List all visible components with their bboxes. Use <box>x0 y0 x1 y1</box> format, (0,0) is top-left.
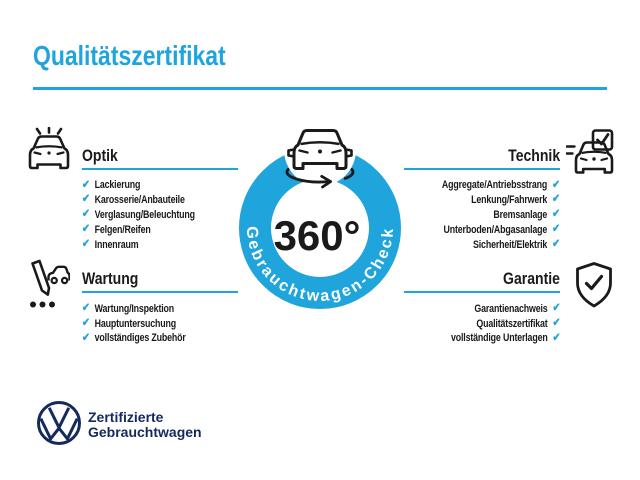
check-icon: ✔ <box>82 302 90 315</box>
list-item-label: Wartung/Inspektion <box>94 302 175 315</box>
list-item-label: Verglasung/Beleuchtung <box>94 208 195 221</box>
page-title: Qualitätszertifikat <box>33 40 226 71</box>
list-item <box>442 237 560 252</box>
car-checkbox-icon <box>566 129 614 177</box>
check-icon: ✔ <box>82 178 90 191</box>
check-icon: ✔ <box>82 331 90 344</box>
section-title-technik: Technik <box>508 147 560 165</box>
check-icon: ✔ <box>552 208 560 221</box>
check-icon: ✔ <box>552 316 560 329</box>
car-shine-icon <box>26 127 72 173</box>
shield-check-icon <box>574 261 614 309</box>
checklist-technik <box>442 178 560 252</box>
list-item-label: vollständige Unterlagen <box>450 332 548 345</box>
list-item <box>82 222 195 237</box>
list-item <box>82 302 186 317</box>
list-item-label: Unterboden/Abgasanlage <box>443 223 548 236</box>
list-item <box>451 331 560 346</box>
check-icon: ✔ <box>82 223 90 236</box>
ring-curved-label: Gebrauchtwagen-Check <box>242 225 398 306</box>
check-icon: ✔ <box>552 178 560 191</box>
list-item-label: Hauptuntersuchung <box>94 317 176 330</box>
check-icon: ✔ <box>82 193 90 206</box>
list-item-label: Sicherheit/Elektrik <box>473 238 548 251</box>
360-check-ring <box>220 120 420 320</box>
check-icon: ✔ <box>552 193 560 206</box>
section-underline <box>404 291 560 294</box>
check-icon: ✔ <box>552 302 560 315</box>
section-underline <box>82 168 238 171</box>
list-item <box>442 222 560 237</box>
brand-line2: Gebrauchtwagen <box>88 424 202 440</box>
list-item <box>82 193 195 208</box>
list-item <box>442 178 560 193</box>
list-item <box>442 208 560 223</box>
checklist-garantie <box>451 302 560 346</box>
degree-label: 360° <box>273 212 361 259</box>
brand-name <box>88 410 202 440</box>
list-item <box>82 331 186 346</box>
section-title-garantie: Garantie <box>503 270 560 288</box>
list-item-label: Qualitätszertifikat <box>476 317 548 330</box>
check-icon: ✔ <box>82 316 90 329</box>
check-icon: ✔ <box>552 223 560 236</box>
list-item-label: Aggregate/Antriebsstrang <box>442 179 548 192</box>
check-icon: ✔ <box>82 208 90 221</box>
list-item-label: vollständiges Zubehör <box>94 332 186 345</box>
list-item <box>82 316 186 331</box>
list-item <box>451 302 560 317</box>
checklist-optik <box>82 178 195 252</box>
list-item <box>82 178 195 193</box>
list-item <box>451 316 560 331</box>
list-item-label: Karosserie/Anbauteile <box>94 194 185 207</box>
list-item <box>82 237 195 252</box>
checklist-pen-icon <box>26 257 70 311</box>
list-item-label: Innenraum <box>94 238 139 251</box>
title-divider <box>33 87 607 90</box>
checklist-wartung <box>82 302 186 346</box>
list-item-label: Lenkung/Fahrwerk <box>471 194 548 207</box>
list-item <box>442 193 560 208</box>
check-icon: ✔ <box>552 237 560 250</box>
list-item <box>82 208 195 223</box>
list-item-label: Lackierung <box>94 179 141 192</box>
list-item-label: Bremsanlage <box>493 208 548 221</box>
vw-logo-icon <box>36 400 82 446</box>
check-icon: ✔ <box>82 237 90 250</box>
section-underline <box>404 168 560 171</box>
list-item-label: Garantienachweis <box>474 302 548 315</box>
brand-line1: Zertifizierte <box>88 409 164 425</box>
section-title-wartung: Wartung <box>82 270 139 288</box>
section-underline <box>82 291 238 294</box>
section-title-optik: Optik <box>82 147 118 165</box>
check-icon: ✔ <box>552 331 560 344</box>
list-item-label: Felgen/Reifen <box>94 223 151 236</box>
